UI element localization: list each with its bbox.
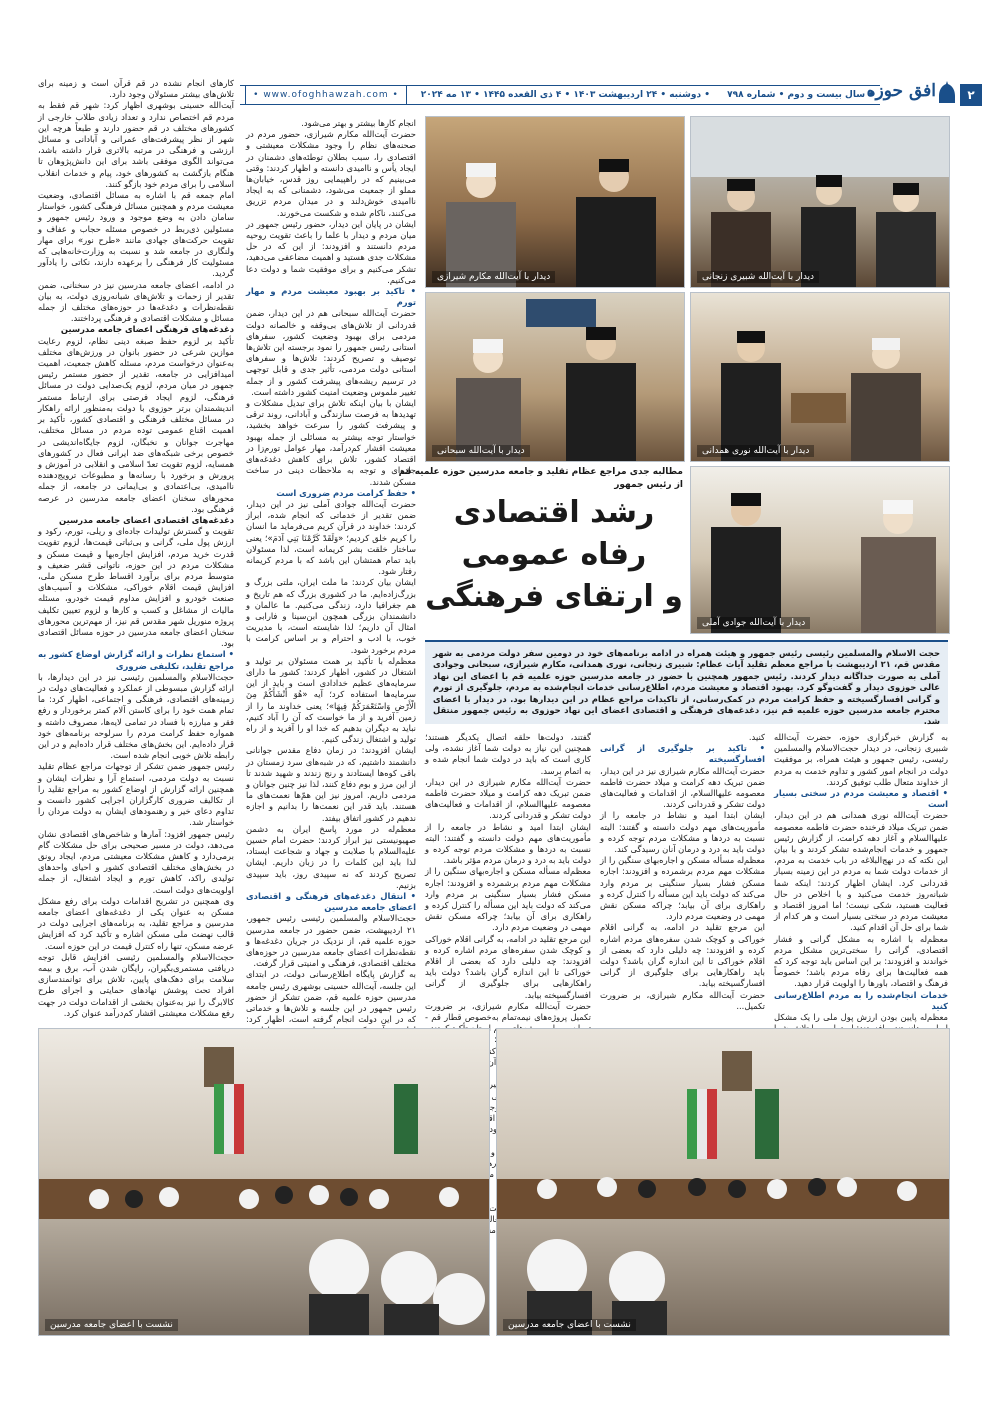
col1-p10: وی همچنین در تشریح اقدامات دولت برای رفع مشکل مسکن به عنوان یکی از دغدغه‌های اعضای جامعه مدرسین و مراجع تقلید، به برنامه‌های اجرایی دولت در قالب نهضت ملی مسکن اشاره و تأکید کرد که افزایش عرضه مسکن، تنها راه کنترل قیمت در این حوزه است. — [38, 895, 234, 951]
photo-b-figures — [426, 117, 684, 287]
page-number-badge — [960, 84, 982, 106]
col3-p5: این مرجع تقلید در ادامه، به گرانی اقلام خوراکی و کوچک شدن سفره‌های مردم اشاره کرده و افزودند: چه دلیلی دارد که بعضی از اقلام خوراکی تا این اندازه گران باشد؟ دولت باید راهکارهایی برای جلوگیری از گرانی افسارگسیخته بیابد. — [425, 933, 591, 1000]
col1-p8: رئیس جمهور ضمن تشکر از توجهات مراجع عظام تقلید نسبت به دولت مردمی، استماع آرا و نظرات ایشان و همچنین ارائه گزارش از اوضاع کشور به مراجع تقلید را از تکالیف ضروری کارگزاران اجرایی کشور دانست و تداوم دعای خیر و رهنمودهای ایشان به دولت مردان را خواستار شد. — [38, 761, 234, 828]
page-number: ۲ — [967, 88, 975, 102]
col2-p4: حضرت آیت‌الله سبحانی هم در این دیدار، ضمن قدردانی از تلاش‌های بی‌وقفه و خالصانه دولت مردمی برای بهبود وضعیت کشور، سفرهای استانی رئیس جمهور را نمود برجسته این تلاش‌ها توصیف و تصریح کردند: تلاش‌ها و سفرهای استانی دولت مردمی، تأثیر جدی و قابل توجهی در ترسیم ریشه‌های پیشرفت کشور و از جمله تغییر ملموس وضعیت امنیت کشور داشته است. — [246, 308, 416, 397]
column-2 — [246, 118, 416, 1025]
photo-a-figures — [691, 117, 949, 287]
col1-subhead-2: دغدغه‌های اقتصادی اعضای جامعه مدرسین — [59, 514, 234, 525]
headline-line-1: رشد اقتصادی — [453, 495, 655, 530]
photo-session-right — [496, 1028, 950, 1336]
lead-text: حجت الاسلام والمسلمین رئیسی رئیس جمهور و هیئت همراه در ادامه برنامه‌های خود در دومین سفر دولت مردمی به شهر مقدس قم، ۲۱ اردیبهشت با مراجع معظم تقلید آیات عظام: شبیری زنجانی، نوری همدانی، مکارم شیرازی، سبحانی وجوادی آملی به صورت جداگانه دیدار کردند. رئیس جمهور همچنین با حضور در جامعه مدرسین حوزه علمیه قم با اعضای این نهاد عالی حوزوی دیدار و گفت‌وگو کرد. بهبود اقتصاد و معیشت مردم، اطلاع‌رسانی خدمات انجام‌شده به مردم، جلوگیری از تورم و گرانی افسارگسیخته و حفظ کرامت مردم در کمک‌رسانی، از تاکیدات مراجع عظام در این دیدارها بود. در دیدار با اعضای محترم جامعه مدرسین حوزه علمیه قم نیز، دغدغه‌های فرهنگی و اقتصادی اعضای این نهاد حوزوی به رئیس جمهور منتقل شد. — [433, 648, 941, 727]
col1-subhead-3: • استماع نظرات و ارائه گزارش اوضاع کشور به مراجع تقلید، تکلیفی ضروری — [38, 649, 234, 671]
col1-p9: رئیس جمهور افزود: آمارها و شاخص‌های اقتصادی نشان می‌دهد، دولت در مسیر صحیحی برای حل مشکلات گام برمی‌دارد و کاهش مشکلات معیشتی مردم، ایجاد رونق در بخش‌های مختلف اقتصادی کشور و احیای واحدهای تولیدی راکد، کاهش تورم و ایجاد اشتغال، از جمله اولویت‌های دولت است. — [38, 828, 234, 895]
col3-p6: حضرت آیت‌الله مکارم شیرازی، بر ضرورت تکمیل پروژه‌های نیمه‌تمام به‌خصوص قطار قم - — [425, 1000, 591, 1023]
col4-subhead-1: • تاکید بر جلوگیری از گرانی افسارگسیخته — [600, 743, 765, 765]
col3-p8: توجهی — [479, 1101, 502, 1112]
col4-p3: ایشان ابتدا امید و نشاط در جامعه را از مأموریت‌های مهم دولت دانسته و گفتند: البته نسبت به دردها و مشکلات مردم توجه کرده و دولت باید به درد و درمان آنان رسیدگی کند. — [600, 810, 765, 855]
column-3 — [425, 732, 591, 1224]
col4-p6: حضرت آیت‌الله مکارم شیرازی، بر ضرورت تکمیل... — [600, 989, 765, 1011]
issue-date: • دوشنبه • ۲۴ اردیبهشت ۱۴۰۳ • ۴ ذی القعده ۱۴۴۵ • ۱۳ مه ۲۰۲۴ — [420, 90, 710, 100]
col2-p12: به گزارش پایگاه اطلاع‌رسانی دولت، در ابتدای این جلسه، آیت‌الله حسینی بوشهری رئیس جامعه مدرسین حوزه علمیه قم، ضمن تشکر از حضور رئیس جمهور در این جلسه و تلاش‌ها و خدماتی که در این دولت انجام گرفته است، اظهار کرد: — [246, 969, 416, 1025]
photo-g-scene — [497, 1029, 949, 1335]
col2-p3: ایشان در پایان این دیدار، حضور رئیس جمهور در میان مردم و دیدار با علما را باعث تقویت روحیه مردم دانستند و افزودند: از این که در حل مشکلات جدی هستید و اهمیت مضاعفی می‌دهید، تشکر می‌کنیم و برای موفقیت شما و دولت دعا می‌کنیم. — [246, 218, 416, 285]
col2-p11: حجت‌الاسلام والمسلمین رئیسی رئیس جمهور، ۲۱ اردیبهشت، ضمن حضور در جامعه مدرسین حوزه علمیه قم، از نزدیک در جریان دغدغه‌ها و نقطه‌نظرات اعضای جامعه مدرسین در حوزه‌های مختلف اقتصادی، فرهنگی و امنیتی قرار گرفت. — [246, 913, 416, 969]
photo-e-figures — [691, 467, 949, 633]
kicker-line-1: مطالبه جدی مراجع عظام تقلید و جامعه مدرسین حوزه علمیه قم — [398, 467, 683, 477]
logo — [866, 78, 956, 108]
col1-p2: آیت‌الله حسینی بوشهری اظهار کرد: شهر قم فقط به مردم قم اختصاص ندارد و تعداد زیادی طلاب خارجی از کشورهای مختلف در قم حضور دارند و طبعاً هرچه این شهر از نظر پیشرفت‌های عمرانی و آبادانی و مسائل ارزشی و فرهنگی در مرتبه بالاتری قرار داشته باشد، می‌تواند الگوی موفقی باشد برای این دانش‌پژوهان تا هنگام بازگشت به کشورهای خود، پیام و خدمات انقلاب اسلامی را برای مردم خود بازگو کنند. — [38, 100, 234, 189]
col1-p5: تأکید بر لزوم حفظ صبغه دینی نظام، لزوم رعایت موازین شرعی در حضور بانوان در ورزش‌های مختلف به‌عنوان درخواست مردم، مسئله کاهش جمعیت، اهمیت امیدافزایی در جامعه، تقدیر از حضور مستمر رئیس جمهور در میان مردم، لزوم یک‌صدایی دولت در مسائل فرهنگی، لزوم ایجاد فرصتی برای ارتباط مستمر اندیشمندان برتر حوزوی با دولت به‌منظور ارائه راهکار در مسائل مختلف فرهنگی و اقتصادی کشور، تأکید بر اهمیت اقناع عمومی توده مردم در مسائل مختلف، مهاجرت جوانان و نخبگان، لزوم جایگاه‌اندیشی در خصوص برخی شبکه‌های ضد ایرانی فعال در کشورهای همسایه، لزوم تقویت تعدّ اسلامی و انقلابی در آموزش و پرورش و برخورد با رسانه‌ها و مطبوعات ترویج‌دهنده ناامیدی، بی‌اعتمادی و بی‌ایمانی در جامعه، از جمله محورهای سخنان اعضای جامعه مدرسین در عرصه فرهنگی بود. — [38, 335, 234, 514]
col4-p5: این مرجع تقلید در ادامه، به گرانی اقلام خوراکی و کوچک شدن سفره‌های مردم اشاره کرده و افزودند: چه دلیلی دارد که بعضی از اقلام خوراکی تا این اندازه گران باشد؟ دولت باید راهکارهایی برای جلوگیری از گرانی افسارگسیخته بیابد. — [600, 922, 765, 989]
col1-p1: کارهای انجام نشده در قم قرآن است و زمینه برای تلاش‌های بیشتر مسئولان وجود دارد. — [38, 78, 234, 100]
col1-subhead-1: دغدغه‌های فرهنگی اعضای جامعه مدرسین — [60, 324, 234, 335]
photo-g-caption: نشست با اعضای جامعه مدرسین — [503, 1319, 636, 1331]
col2-p8: معظم‌له با تأکید بر همت مسئولان بر تولید و اشتغال در کشور، اظهار کردند: کشور ما دارای سرمایه‌های عظیم خدادادی است و باید از این سرمایه‌ها استفاده کرد؛ آیه «هُوَ أَنْشَأَكُمْ مِنَ الْأَرْضِ وَاسْتَعْمَرَكُمْ فِيهَا»؛ یعنی خداوند ما را از زمین آفرید و از ما خواست که آن را آباد کنیم، نباید به دیگران بدهیم که خدا او را آفرید و از راه تولید و اشتغال زندگی کنیم. — [246, 655, 416, 745]
column-4 — [600, 732, 765, 1022]
website: • www.ofoghhawzah.com • — [253, 90, 399, 100]
photo-c-figures — [691, 293, 949, 461]
col3-p2: حضرت آیت‌الله مکارم شیرازی در این دیدار، ضمن تبریک دهه کرامت و میلاد حضرت فاطمه معصومه علیهاالسلام، از اقدامات و فعالیت‌های دولت تشکر و قدردانی کردند. — [425, 776, 591, 821]
col2-p9: ایشان افزودند: در زمان دفاع مقدس جوانانی دانشمند داشتیم، که در شبه‌های سرد زمستان در باقی کوه‌ها ایستادند و رنج زندند و شهید شدند تا از این مرز و بوم دفاع کنند، لذا نیز چنین جوانان و مردمی داریم. امروز نیز این همّ‌ها نعمت‌های ما هستند. باید قدر این نعمت‌ها را بدانیم و اجازه ندهیم در کشور اتفاق بیفتد. — [246, 745, 416, 823]
col2-p5: ایشان با بیان اینکه تلاش برای تبدیل مشکلات و تهدیدها به فرصت سازندگی و آبادانی، روند ترقی و پیشرفت کشور را سرعت خواهد بخشید، خواستار توجه بیشتر به مسائلی از جمله بهبود معیشت اقشار کم‌درآمد، مهار عوامل تورم‌زا در اقتصاد کشور، تلاش برای کاهش دغدغه‌های جاده‌ای و توجه به ملاحظات دینی در ساخت مسکن شدند. — [246, 398, 416, 487]
photo-c-caption: دیدار با آیت‌الله نوری همدانی — [697, 445, 814, 457]
col3-p9: و کارهای — [478, 1146, 503, 1168]
col3-p10: فعالیت — [479, 1213, 504, 1224]
headline-block — [398, 466, 683, 632]
website-box — [245, 85, 407, 105]
photo-f-scene — [39, 1029, 489, 1335]
headline-line-2: رفاه عمومی — [461, 537, 647, 572]
kicker-line-2: از رئیس جمهور — [614, 480, 683, 490]
col1-p3: امام جمعه قم با اشاره به مسائل اقتصادی، وضعیت معیشت مردم و همچنین مسائل فرهنگی کشور، خواستار سامان دادن به وضع موجود و ورود رئیس جمهور و مسئولین ذی‌ربط در خصوص مسئله حجاب و عفاف و تقویت حرکت‌های جهادی مانند «طرح نور» برای مهار ولنگاری در جامعه شد و نسبت به وزارت‌خانه‌هایی که مسئولیت کار فرهنگی را برعهده دارند، نکاتی را یادآور گردید. — [38, 190, 234, 279]
col1-p4: در ادامه، اعضای جامعه مدرسین نیز در سخنانی، ضمن تقدیر از زحمات و تلاش‌های شبانه‌روزی دولت، به بیان نقطه‌نظرات و دغدغه‌ها در حوزه‌های مختلف از جمله مسائل و مشکلات اقتصادی و فرهنگی پرداختند. — [38, 279, 234, 324]
col3-p7: آن — [487, 1056, 497, 1067]
col3-p3: ایشان ابتدا امید و نشاط در جامعه را از مأموریت‌های مهم دولت دانسته و گفتند: البته نسبت به دردها و مشکلات مردم توجه کرده و دولت باید به درد و درمان مردم مؤثر باشد. — [425, 821, 591, 866]
col2-subhead-2: • حفظ کرامت مردم ضروری است — [276, 487, 416, 498]
headline-line-3: و ارتقای فرهنگی — [425, 579, 683, 614]
col4-p1: کنید. — [748, 732, 765, 742]
col1-p6: تقویت و گسترش تولیدات جاده‌ای و ریلی، تورم، رکود و ارزش پول ملی، گرانی و بی‌ثباتی قیمت‌ها، لزوم تقویت قدرت خرید مردم، افزایش اجاره‌بها و قیمت مسکن و مشکلات مردم در این حوزه، ناتوانی قشر ضعیف و متوسط مردم برای برآورد اقساط طرح مسکن ملی، افزایش قیمت اقلام خوراکی، مشکلات و آسیب‌های صنعت خودرو و افزایش مداوم قیمت خودرو، مسئله مالیات از مشاغل و کسب و کارها و لزوم تعیین تکلیف پروژه منوریل شهر مقدس قم نیز، از مهم‌ترین محورهای سخنان اعضای جامعه مدرسین در حوزه مسائل اقتصادی بود. — [38, 526, 234, 649]
photo-meeting-a — [690, 116, 950, 288]
col2-p7: ایشان بیان کردند: ما ملت ایران، ملتی بزرگ و بزرگ‌زاده‌ایم. ما در کشوری بزرگ که هم تاریخ و هم جغرافیا دارد، زندگی می‌کنیم. ما عالمان و دانشمندان بزرگی همچون ابن‌سینا و فارابی و امثال آن داریم؛ لذا شایسته است، با مدیریت خوب، با ادب و احترام و بر اساس کرامت با مردم برخورد شود. — [246, 577, 416, 655]
col5-p3: معظم‌له با اشاره به مشکل گرانی و فشار اقتصادی، گرانی را سختی‌ترین مشکل مردم خواندند و افزودند: بر این اساس باید توجه کرد که همه فعالیت‌ها برای رفاه مردم باشد؛ خصوصاً فرهنگ و اقتصاد، باورها را اولویت قرار دهید. — [774, 933, 948, 989]
column-5 — [774, 732, 948, 1022]
issue-number: • سال بیست و دوم • شماره ۷۹۸ — [727, 90, 874, 100]
photo-d-figures — [426, 293, 684, 461]
col2-p2: حضرت آیت‌الله مکارم شیرازی، حضور مردم در صحنه‌های نظام را وجود مشکلات معیشتی و اقتصادی را، سبب بطلان توطئه‌های دشمنان در ایجاد یأس و ناامیدی دانسته و اظهار کردند: وقتی می‌بینیم که در راهپیمایی روز قدس، خیابان‌ها مملو از جمعیت می‌شود، دشمنانی که به ایجاد ناامیدی خوش‌دلند و در میدان مردم تزریق می‌کنند، ناکام شده و شکست می‌خورند. — [246, 129, 416, 218]
photo-a-caption: دیدار با آیت‌الله شبیری زنجانی — [697, 271, 819, 283]
col5-subhead-1: • اقتصاد و معیشت مردم در سختی بسیار است — [774, 788, 948, 810]
col2-p10: معظم‌له در مورد پاسخ ایران به دشمن صهیونیستی نیز ابراز کردند: حضرت امام حسین علیه‌السلام با صلابت و جهاد و شجاعت ایستاد، لذا باید این کلمات را در زبان داریم. ایشان تصریح کردند که نه سپیدی روز، باید سپیدی بزنیم. — [246, 823, 416, 890]
photo-meeting-e — [690, 466, 950, 634]
dome-icon — [938, 80, 956, 104]
col2-subhead-1: • تاکید بر بهبود معیشت مردم و مهار تورم — [246, 286, 416, 308]
col2-subhead-3: • انتقال دغدغه‌های فرهنگی و اقتصادی اعضای جامعه مدرسین — [246, 891, 416, 913]
photo-meeting-b — [425, 116, 685, 288]
col1-p11: حجت‌الاسلام والمسلمین رئیسی افزایش قابل توجه دریافتی مستمری‌بگیران، رایگان شدن آب، برق و بیمه سلامت برای دهک‌های پایین، تلاش برای توانمندسازی افراد تحت پوشش نهادهای حمایتی و اجرای طرح کالابرگ را نیز به‌عنوان بخشی از اقدامات دولت در جهت رفع مشکلات معیشتی اقشار کم‌درآمد عنوان کرد. — [38, 951, 234, 1018]
photo-meeting-c — [690, 292, 950, 462]
col5-p4: معظم‌له پایین بودن ارزش پول ملی را یک مشکل — [774, 1012, 948, 1023]
col4-p2: حضرت آیت‌الله مکارم شیرازی نیز در این دیدار، ضمن تبریک دهه کرامت و میلاد حضرت فاطمه معصومه علیهاالسلام، از اقدامات و فعالیت‌های دولت تشکر و قدردانی کردند. — [600, 765, 765, 810]
col4-p4: معظم‌له مسأله مسکن و اجاره‌بهای سنگین را از مشکلات مهم مردم برشمرده و افزودند: اجاره مسکن فشار بسیار سنگینی بر مردم وارد می‌کند که دولت باید این مسأله را کنترل کرده و راهکاری برای آن بیابد؛ چراکه مسکن نقش مهمی در وضعیت مردم دارد. — [600, 855, 765, 922]
photo-session-left — [38, 1028, 490, 1336]
photo-d-caption: دیدار با آیت‌الله سبحانی — [432, 445, 530, 457]
photo-b-caption: دیدار با آیت‌الله مکارم شیرازی — [432, 271, 555, 283]
photo-f-caption: نشست با اعضای جامعه مدرسین — [45, 1319, 178, 1331]
col5-p2: حضرت آیت‌الله نوری همدانی هم در این دیدار، ضمن تبریک میلاد فرخنده حضرت فاطمه معصومه علیهاالسلام و آغاز دهه کرامت، از گزارش رئیس جمهور و خدمات انجام‌شده تشکر کردند و با بیان این نکته که در نهج‌البلاغه در باب خدمت به مردم، از خدمات دولت شما به مردم در این زمینه بسیار قدردانی کرد. ایشان اظهار کردند: اینکه شما شبانه‌روز خدمت می‌کنید و با اخلاص در حال فعالیت هستید، شکی نیست؛ اما امروز اقتصاد و معیشت مردم در سختی بسیار است و هر کدام از شما برای حل آن اقدام کنید. — [774, 810, 948, 933]
col5-p1: به گزارش خبرگزاری حوزه، حضرت آیت‌الله شبیری زنجانی، در دیدار حجت‌الاسلام والمسلمین رئیسی، رئیس جمهور و هیئت همراه، بر موفقیت دولت در انجام امور کشور و تداوم خدمت به مردم از خداوند متعال طلب توفیق کردند. — [774, 732, 948, 787]
logo-text: افق حوزه — [866, 81, 936, 101]
lead-box — [425, 640, 948, 727]
photo-meeting-d — [425, 292, 685, 462]
col3-p4: معظم‌له مسأله مسکن و اجاره‌بهای سنگین را از مشکلات مهم مردم برشمرده و افزودند: اجاره مسکن فشار بسیار سنگینی بر مردم وارد می‌کند که دولت باید این مسأله را کنترل کرده و راهکاری برای آن بیابد؛ چراکه مسکن نقش مهمی در وضعیت مردم دارد. — [425, 866, 591, 933]
col2-p1: انجام کارها بیشتر و بهتر می‌شود. — [301, 118, 416, 128]
col5-subhead-2: خدمات انجام‌شده را به مردم اطلاع‌رسانی کنید — [774, 989, 948, 1011]
photo-e-caption: دیدار با آیت‌الله جوادی آملی — [697, 617, 810, 629]
col2-p6: حضرت آیت‌الله جوادی آملی نیز در این دیدار، ضمن تقدیر از خدماتی که انجام شده، ابراز کردند: خداوند در قرآن کریم می‌فرماید ما انسان را کریم خلق کردیم؛ «وَلَقَدْ کَرَّمْنَا بَنِي آدَمَ»؛ یعنی ساختار خلقت بشر کریمانه است، لذا مسئولان باید تمام همتشان این باشد که با مردم کریمانه رفتار شود. — [246, 498, 416, 577]
column-1 — [38, 78, 234, 1018]
col1-p7: حجت‌الاسلام والمسلمین رئیسی نیز در این دیدارها، با ارائه گزارش مبسوطی از عملکرد و فعالیت‌های دولت در زمینه‌های اقتصادی، فرهنگی و اجتماعی، اظهار کرد: ما تمام همت خود را برای کاستن آلام کمتر برخوردار و رفع فقر و مبارزه با فساد در تمامی لایه‌ها، مصروف داشته و همواره حفظ کرامت مردم را سرلوحه برنامه‌های خود قرار داده‌ایم. این بخش‌های مختلف قرار داده‌ایم و در این رابطه تلاش خوبی انجام شده است. — [38, 671, 234, 761]
col3-p1: گفتند، دولت‌ها حلقه اتصال یکدیگر هستند؛ همچنین این نیاز به دولت شما آغاز نشده، ولی کاری است که باید در دولت شما انجام شده و به اتمام برسد. — [425, 732, 591, 776]
